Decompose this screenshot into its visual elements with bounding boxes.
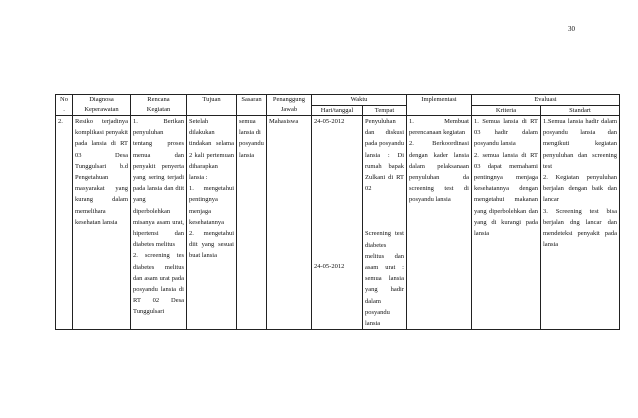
header-rencana: Rencana Kegiatan (131, 95, 187, 116)
waktu-1-tempat: Penyuluhan dan diskusi pada posyandu lansia : Di rumah bapak Zulkani di RT 02 (365, 118, 404, 193)
cell-hari-tanggal (312, 116, 363, 330)
waktu-1-tanggal: 24-05-2012 (314, 118, 345, 125)
header-penanggung-jawab: Penanggung Jawab (267, 95, 312, 116)
cell-tempat (363, 116, 407, 330)
cell-tujuan: Setelah dilakukan tindakan selama 2 kali pertemuan diharapkan lansia : 1. mengetahui pentingnya menjaga kesehatannya 2. mengetahui diit yang sesuai buat lansia (187, 116, 237, 330)
table-row (56, 116, 620, 330)
waktu-2-tanggal: 24-05-2012 (314, 263, 345, 271)
header-standart: Standart (541, 105, 620, 116)
header-diagnosa: Diagnosa Keperawatan (73, 95, 131, 116)
header-no: No . (56, 95, 73, 116)
cell-rencana: 1. Berikan penyuluhan tentang proses menua dan penyakit penyerta yang sering terjadi pada lansia dan diit yang diperbolehkan misanya asam urat, hipertensi dan diabetes melitus 2. screening tes diabetes melitus dan asam urat pada posyandu lansia di RT 02 Desa Tunggulsari (131, 116, 187, 330)
header-evaluasi: Evaluasi (472, 95, 620, 106)
header-tempat: Tempat (363, 105, 407, 116)
care-plan-table (55, 94, 620, 330)
header-tujuan: Tujuan (187, 95, 237, 116)
page-number: 30 (568, 25, 575, 33)
header-kriteria: Kriteria (472, 105, 541, 116)
cell-standart: 1.Semua lansia hadir dalam posyandu lansia dan mengikuti kegiatan penyuluhan dan screening test 2. Kegiatan penyuluhan berjalan dengan baik dan lancar 3. Screening test bisa berjalan dng lancar dan mendeteksi penyakit pada lansia (541, 116, 620, 330)
header-implementasi: Implementasi (407, 95, 472, 116)
header-waktu: Waktu (312, 95, 407, 106)
cell-kriteria: 1. Semua lansia di RT 03 hadir dalam posyandu lansia 2. semua lansia di RT 03 dapat memahami pentingnya menjaga kesehatannya dengan mengetahui makanan yang diperbolehkan dan yang di kurangi pada lansia (472, 116, 541, 330)
waktu-2-tempat: Screening test diabetes melitus dan asam urat : semua lansia yang hadir dalam posyandu lansia (365, 230, 404, 328)
header-sasaran: Sasaran (237, 95, 267, 116)
header-hari-tanggal: Hari/tanggal (312, 105, 363, 116)
cell-no: 2. (56, 116, 73, 330)
cell-implementasi: 1. Membuat perencanaan kegiatan 2. Berkoordinasi dengan kader lansia dalam pelaksanaan penyuluhan da screening test di posyandu lansia (407, 116, 472, 330)
cell-diagnosa: Resiko terjadinya komplikasi penyakit pada lansia di RT 03 Desa Tunggulsari b.d Pengetahuan masyarakat yang kurang dalam memelihara kesehatan lansia (73, 116, 131, 330)
cell-penanggung-jawab: Mahasiswa (267, 116, 312, 330)
cell-sasaran: semua lansia di posyandu lansia (237, 116, 267, 330)
